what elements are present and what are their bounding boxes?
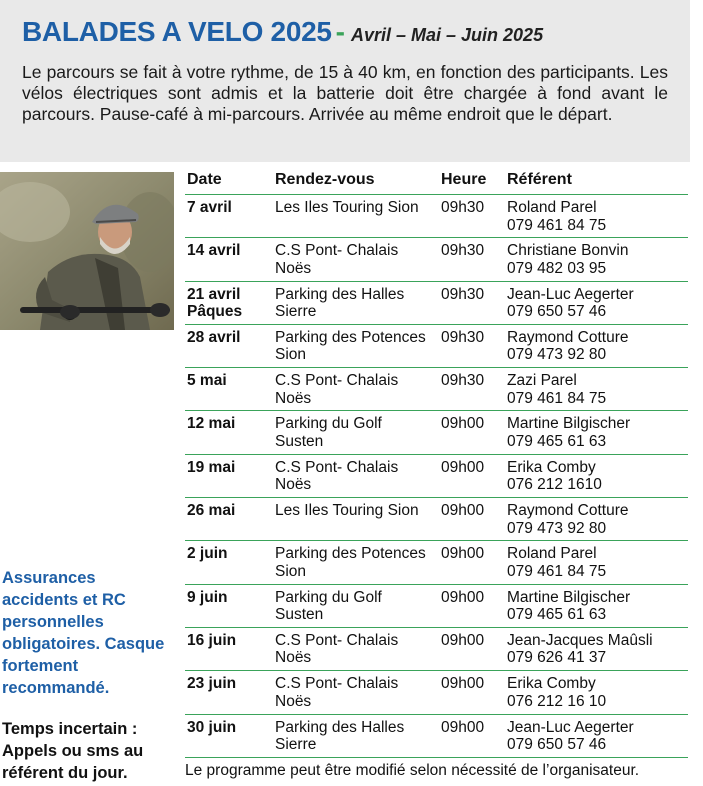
title-dash: - (335, 16, 345, 47)
cell-heure-line: 09h30 (441, 328, 485, 346)
cell-rdv-line: C.S Pont- Chalais (275, 631, 399, 649)
cell-ref (507, 459, 602, 494)
cell-date (187, 459, 235, 477)
cell-ref-line: 079 650 57 46 (507, 303, 607, 321)
table-body (185, 195, 688, 758)
cell-ref-line: Jean-Luc Aegerter (507, 718, 634, 736)
table-row (185, 541, 688, 584)
cell-rdv-line: Noës (275, 692, 312, 710)
cell-rdv-line: Parking du Golf (275, 588, 382, 606)
cell-heure-line: 09h00 (441, 631, 485, 649)
cell-ref-line: Roland Parel (507, 199, 597, 216)
cell-rdv-line: Sion (275, 562, 307, 580)
cell-rdv-line: Parking des Potences (275, 328, 426, 346)
cell-heure-line: 09h30 (441, 285, 485, 303)
cell-ref-line: 079 650 57 46 (507, 736, 607, 754)
cell-rdv-line: Sion (275, 346, 307, 364)
cell-date-line: 2 juin (187, 545, 228, 563)
cell-ref-line: 079 461 84 75 (507, 216, 607, 234)
cell-date (187, 719, 236, 737)
cell-heure (441, 545, 484, 563)
cell-date (187, 545, 227, 563)
cell-ref (507, 632, 653, 667)
cell-ref (507, 372, 606, 407)
cell-date (187, 589, 227, 607)
table-row (185, 498, 688, 541)
cell-rdv-line: Noës (275, 476, 312, 494)
header-panel (0, 0, 690, 162)
cell-date (187, 199, 232, 217)
cell-ref-line: Raymond Cotture (507, 328, 629, 346)
cell-rdv (275, 459, 398, 494)
cell-rdv-line: Susten (275, 432, 324, 450)
cell-ref (507, 199, 606, 234)
cell-heure-line: 09h00 (441, 458, 485, 476)
cell-rdv (275, 589, 382, 624)
header-heure: Heure (441, 171, 487, 188)
table-row (185, 455, 688, 498)
cell-rdv (275, 372, 398, 407)
cell-date (187, 675, 236, 693)
cell-ref-line: 079 473 92 80 (507, 519, 607, 537)
table-row (185, 282, 688, 325)
cell-date (187, 632, 236, 650)
cell-heure (441, 675, 484, 693)
cell-rdv-line: Noës (275, 389, 312, 407)
cell-heure-line: 09h30 (441, 199, 485, 216)
cell-rdv-line: Parking des Halles (275, 718, 405, 736)
cell-date-line: 9 juin (187, 588, 228, 606)
cell-ref (507, 502, 628, 537)
cell-heure (441, 286, 484, 304)
cell-rdv (275, 719, 404, 754)
table-row (185, 238, 688, 281)
insurance-note: Assurances accidents et RC personnelles obligatoires. Casque fortement recommandé. (2, 569, 165, 697)
cell-heure (441, 199, 484, 217)
cell-date-line: 16 juin (187, 631, 237, 649)
cell-rdv-line: Parking du Golf (275, 415, 382, 433)
cell-date-line: 21 avril (187, 285, 241, 303)
table-row (185, 411, 688, 454)
cell-ref (507, 242, 628, 277)
cell-heure (441, 372, 484, 390)
cell-ref-line: 079 461 84 75 (507, 562, 607, 580)
cell-ref-line: 079 461 84 75 (507, 389, 607, 407)
cell-heure-line: 09h00 (441, 415, 485, 433)
cyclist-photo (0, 172, 174, 330)
cell-ref-line: Martine Bilgischer (507, 588, 631, 606)
cell-heure-line: 09h00 (441, 502, 485, 520)
cell-heure-line: 09h00 (441, 588, 485, 606)
table-row (185, 195, 688, 238)
table-row (185, 368, 688, 411)
cell-rdv (275, 242, 398, 277)
schedule-table (185, 168, 688, 758)
cell-ref-line: Christiane Bonvin (507, 242, 629, 260)
title-subtitle: Avril – Mai – Juin 2025 (350, 25, 544, 45)
cell-rdv-line: C.S Pont- Chalais (275, 242, 399, 260)
cell-ref (507, 286, 634, 321)
cell-heure-line: 09h00 (441, 718, 485, 736)
cell-heure-line: 09h30 (441, 242, 485, 260)
cell-rdv-line: Susten (275, 606, 324, 624)
cell-date (187, 286, 242, 321)
cell-rdv (275, 545, 426, 580)
intro-paragraph: Le parcours se fait à votre rythme, de 15 à 40 km, en fonction des participants. Les vélos électriques sont admis et la batterie doit être chargée à fond avant le parcours. Pause-café à mi-parcours. Arrivée au même endroit que le départ. (22, 62, 668, 124)
cell-date-line: 26 mai (187, 502, 236, 520)
cell-date-line: 19 mai (187, 458, 236, 476)
cell-ref-line: Zazi Parel (507, 372, 577, 390)
page-title: BALADES A VELO 2025 (22, 16, 332, 47)
cell-ref-line: Erika Comby (507, 458, 596, 476)
cell-rdv-line: C.S Pont- Chalais (275, 675, 399, 693)
cell-heure-line: 09h00 (441, 675, 485, 693)
cell-heure (441, 415, 484, 433)
cell-rdv-line: Parking des Potences (275, 545, 426, 563)
cell-ref-line: 076 212 1610 (507, 476, 602, 494)
cell-ref-line: Roland Parel (507, 545, 597, 563)
cell-date (187, 372, 227, 390)
cell-heure (441, 632, 484, 650)
cell-rdv (275, 286, 404, 321)
cell-rdv-line: Parking des Halles (275, 285, 405, 303)
cell-heure (441, 502, 484, 520)
header-ref: Référent (507, 171, 572, 188)
cell-rdv-line: Les Iles Touring Sion (275, 199, 419, 216)
cell-heure-line: 09h00 (441, 545, 485, 563)
cell-ref-line: Raymond Cotture (507, 502, 629, 520)
cell-ref-line: 079 626 41 37 (507, 649, 607, 667)
cell-date-line: 12 mai (187, 415, 236, 433)
table-row (185, 715, 688, 758)
cell-rdv-line: C.S Pont- Chalais (275, 458, 399, 476)
cell-rdv (275, 632, 398, 667)
cell-rdv (275, 199, 419, 217)
cell-heure (441, 589, 484, 607)
cell-date-line: 28 avril (187, 328, 241, 346)
cell-ref-line: 079 465 61 63 (507, 432, 607, 450)
cell-ref-line: Erika Comby (507, 675, 596, 693)
cell-ref (507, 589, 630, 624)
cell-ref (507, 675, 606, 710)
table-header (185, 168, 688, 195)
cell-date-line: 7 avril (187, 199, 232, 216)
cell-rdv (275, 675, 398, 710)
cell-rdv (275, 415, 382, 450)
cell-date-line: 14 avril (187, 242, 241, 260)
cell-rdv-line: Noës (275, 259, 312, 277)
cell-heure (441, 719, 484, 737)
header-rdv: Rendez-vous (275, 171, 375, 188)
table-row (185, 585, 688, 628)
cell-date (187, 415, 235, 433)
title-line (22, 16, 543, 48)
cell-ref (507, 329, 628, 364)
table-row (185, 628, 688, 671)
cell-date-line: 30 juin (187, 718, 237, 736)
cell-rdv-line: C.S Pont- Chalais (275, 372, 399, 390)
weather-note: Temps incertain : Appels ou sms au référent du jour. (2, 720, 144, 782)
cell-rdv-line: Sierre (275, 303, 317, 321)
cell-ref (507, 415, 630, 450)
cell-heure-line: 09h30 (441, 372, 485, 390)
footer-note: Le programme peut être modifié selon nécessité de l’organisateur. (185, 762, 640, 779)
cell-ref-line: 079 473 92 80 (507, 346, 607, 364)
header-date: Date (187, 171, 222, 188)
cell-date-line: 23 juin (187, 675, 237, 693)
cell-ref (507, 719, 634, 754)
table-row (185, 325, 688, 368)
cell-date (187, 242, 240, 260)
cell-ref-line: 079 482 03 95 (507, 259, 607, 277)
cell-rdv-line: Les Iles Touring Sion (275, 502, 419, 520)
cell-heure (441, 242, 484, 260)
cell-heure (441, 459, 484, 477)
cell-rdv (275, 329, 426, 364)
cell-ref-line: 079 465 61 63 (507, 606, 607, 624)
cell-ref-line: Martine Bilgischer (507, 415, 631, 433)
cell-heure (441, 329, 484, 347)
cell-date (187, 502, 235, 520)
cell-ref-line: 076 212 16 10 (507, 692, 607, 710)
cell-rdv-line: Sierre (275, 736, 317, 754)
cell-date-line: Pâques (187, 303, 243, 321)
cell-ref (507, 545, 606, 580)
cell-ref-line: Jean-Luc Aegerter (507, 285, 634, 303)
cell-ref-line: Jean-Jacques Maûsli (507, 631, 653, 649)
cell-date-line: 5 mai (187, 372, 227, 390)
cell-rdv-line: Noës (275, 649, 312, 667)
cell-rdv (275, 502, 419, 520)
table-row (185, 671, 688, 714)
cell-date (187, 329, 240, 347)
